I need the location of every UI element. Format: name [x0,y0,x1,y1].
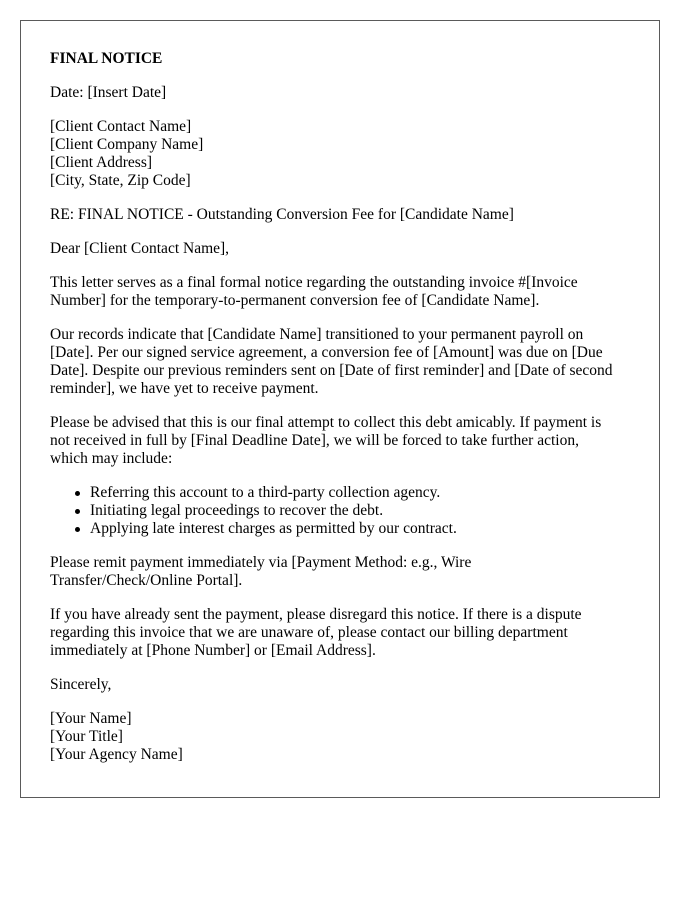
list-item [90,502,640,520]
paragraph-line: reminder], we have yet to receive payment. [50,380,319,397]
recipient-company-name: [Client Company Name] [50,136,204,153]
paragraph-line: Date]. Despite our previous reminders sent on [Date of first reminder] and [Date of second [50,362,613,379]
signature-block [50,710,640,764]
paragraph-line: regarding this invoice that we are unaware of, please contact our billing department [50,624,568,641]
letter-title: FINAL NOTICE [50,50,163,67]
recipient-contact-name: [Client Contact Name] [50,118,192,135]
signature-title: [Your Title] [50,728,123,745]
paragraph-final-attempt [50,414,640,468]
recipient-address: [Client Address] [50,154,153,171]
paragraph-payment-method [50,554,640,590]
paragraph-line: not received in full by [Final Deadline Date], we will be forced to take further action, [50,432,579,449]
list-item [90,520,640,538]
list-item-text: Initiating legal proceedings to recover the debt. [90,502,384,519]
signature-agency: [Your Agency Name] [50,746,183,763]
recipient-address-block [50,118,640,190]
paragraph-line: This letter serves as a final formal notice regarding the outstanding invoice #[Invoice [50,274,578,291]
paragraph-line: If you have already sent the payment, please disregard this notice. If there is a dispute [50,606,582,623]
paragraph-line: immediately at [Phone Number] or [Email Address]. [50,642,376,659]
list-item-text: Applying late interest charges as permitted by our contract. [90,520,457,537]
paragraph-invoice-notice [50,274,640,310]
date-line: Date: [Insert Date] [50,84,167,101]
subject-line: RE: FINAL NOTICE - Outstanding Conversion Fee for [Candidate Name] [50,206,514,223]
salutation: Dear [Client Contact Name], [50,240,230,257]
paragraph-line: which may include: [50,450,173,467]
paragraph-records [50,326,640,398]
list-item-text: Referring this account to a third-party collection agency. [90,484,441,501]
letter-body [50,50,640,764]
paragraph-line: [Date]. Per our signed service agreement, a conversion fee of [Amount] was due on [Due [50,344,603,361]
paragraph-line: Please be advised that this is our final attempt to collect this debt amicably. If payment is [50,414,602,431]
paragraph-line: Please remit payment immediately via [Payment Method: e.g., Wire [50,554,472,571]
action-list [50,484,640,538]
list-item [90,484,640,502]
paragraph-dispute [50,606,640,660]
closing: Sincerely, [50,676,112,693]
letter-document [20,20,660,798]
bullet-icon [75,527,80,532]
paragraph-line: Number] for the temporary-to-permanent conversion fee of [Candidate Name]. [50,292,540,309]
bullet-icon [75,491,80,496]
paragraph-line: Transfer/Check/Online Portal]. [50,572,243,589]
bullet-icon [75,509,80,514]
paragraph-line: Our records indicate that [Candidate Name] transitioned to your permanent payroll on [50,326,584,343]
recipient-city-state-zip: [City, State, Zip Code] [50,172,191,189]
signature-name: [Your Name] [50,710,132,727]
